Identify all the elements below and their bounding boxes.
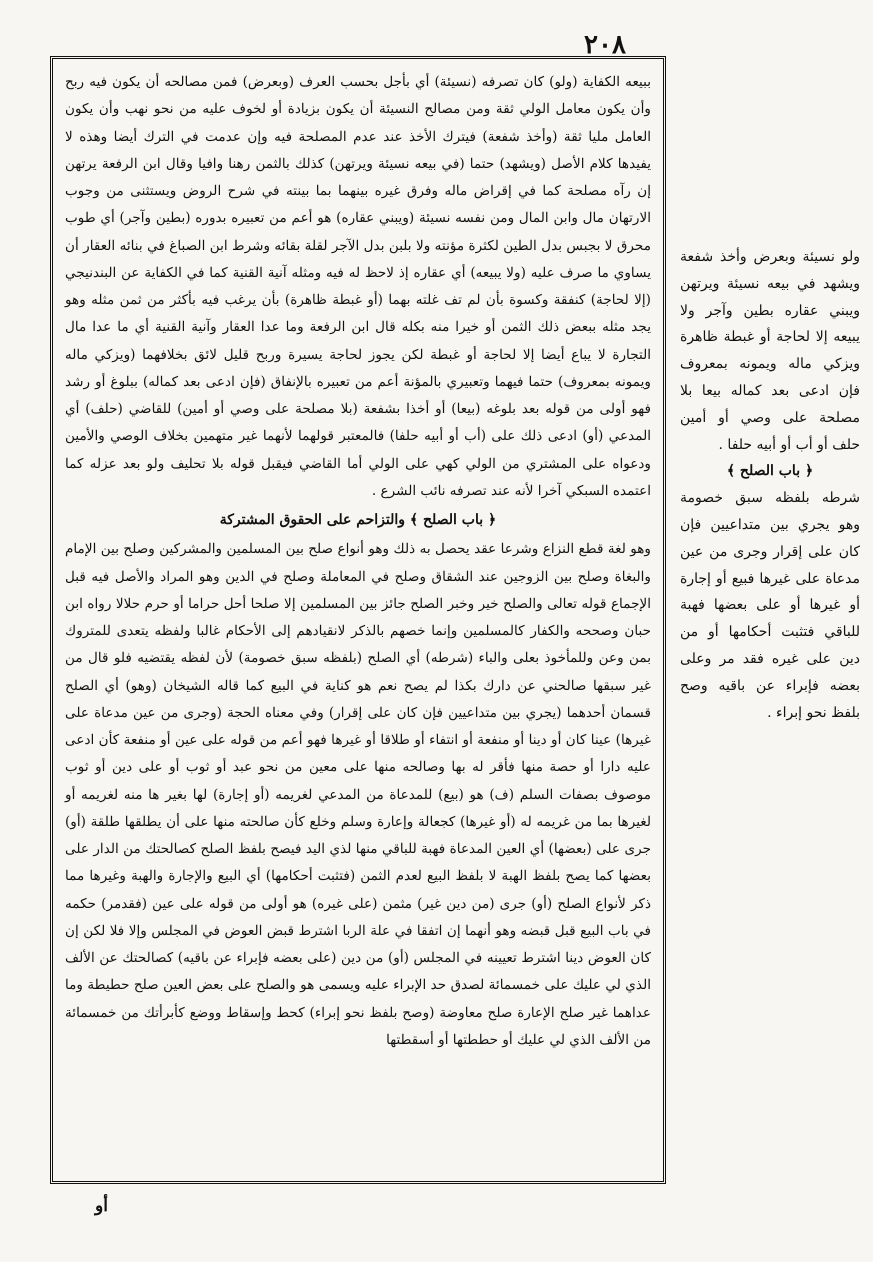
- main-paragraph-1: ببيعه الكفاية (ولو) كان تصرفه (نسيئة) أي بأجل بحسب العرف (وبعرض) فمن مصالحه أن يكون فيه ربح وأن يكون معامل الولي ثقة ومن مصالح النسيئة أن يكون بزيادة أو لخوف عليه من نحو نهب وأن يكون العامل مليا ثقة (وأخذ شفعة) فيترك الأخذ عند عدم المصلحة فيه وإن عدمت في الترك أيضا وهذه لا يفيدها كلام الأصل (ويشهد) حتما (في بيعه نسيئة ويرتهن) كذلك بالثمن رهنا وافيا وقال ابن الرفعة يرتهن إن رآه مصلحة كما في إقراض ماله وفرق غيره بينهما بما بينته في شرح الروض ويستثنى من وجوب الارتهان مال وابن المال ومن نفسه نسيئة (ويبني عقاره) هو أعم من تعبيره بدوره (بطين وآجر) أي طوب محرق لا بجبس بدل الطين لكثرة مؤنته ولا بلبن بدل الآجر لقلة بقائه وشرط ابن الصباغ في بنائه العقار أن يساوي ما صرف عليه (ولا يبيعه) أي عقاره إذ لاحظ له فيه ومثله آنية القنية كما في الكفاية عن البندنيجي (إلا لحاجة) كنفقة وكسوة بأن لم تف غلته بهما (أو غبطة ظاهرة) بأن يرغب فيه بأكثر من ثمن مثله وهو يجد مثله ببعض ذلك الثمن أو خيرا منه بكله قال ابن الرفعة وما عدا العقار وآنية القنية أي ما عدا مال التجارة لا يباع أيضا إلا لحاجة أو غبطة لكن يجوز لحاجة يسيرة وربح قليل لائق بخلافهما (ويزكي ماله ويمونه بمعروف) حتما فيهما وتعبيري بالمؤنة أعم من تعبيره بالإنفاق (فإن ادعى بعد كماله) ببلوغ أو رشد فهو أولى من قوله بعد بلوغه (بيعا) أو أخذا بشفعة (بلا مصلحة على وصي أو أمين) للقاضي (حلف) أي المدعي (أو) ادعى ذلك على (أب أو أبيه حلفا) فالمعتبر قولهما لأنهما غير متهمين بخلاف الوصي والأمين ودعواه على المشتري من الولي كهي على الولي أما القاضي فيقبل قوله بلا تحليف ولو بعد عزله كما اعتمده السبكي آخرا لأنه عند تصرفه نائب الشرع .: [65, 74, 651, 499]
- margin-paragraph-1: ولو نسيئة وبعرض وأخذ شفعة ويشهد في بيعه نسيئة ويرتهن ويبني عقاره بطين وآجر ولا يبيعه إلا لحاجة أو غبطة ظاهرة ويزكي ماله ويمونه بمعروف فإن ادعى بعد كماله بيعا بلا مصلحة على وصي أو أمين حلف أو أب أو أبيه حلفا .: [680, 249, 860, 453]
- margin-paragraph-2: شرطه بلفظه سبق خصومة وهو يجري بين متداعيين فإن كان على إقرار وجرى من عين مدعاة على غيرها فبيع أو إجارة أو غيرها أو على بعضها فهبة للباقي فتثبت أحكامها أو من دين على غيره فقد مر وعلى بعضه فإبراء عن باقيه وصح بلفظ نحو إبراء .: [680, 490, 860, 721]
- main-paragraph-2: وهو لغة قطع النزاع وشرعا عقد يحصل به ذلك وهو أنواع صلح بين المسلمين والمشركين وصلح بين الإمام والبغاة وصلح بين الزوجين عند الشقاق وصلح في المعاملة وصلح في الدين وهو المراد والأصل فيه قبل الإجماع قوله تعالى والصلح خير وخبر الصلح جائز بين المسلمين إلا صلحا أحل حراما أو حرم حلالا رواه ابن حبان وصححه والكفار كالمسلمين وإنما خصهم بالذكر لانقيادهم إلى الأحكام غالبا ولفظه يتعدى للمتروك بمن وعن وللمأخوذ بعلى والباء (شرطه) أي الصلح (بلفظه سبق خصومة) لأن لفظه يقتضيه فلو قال من غير سبقها صالحني عن دارك بكذا لم يصح نعم هو كناية في البيع كما قاله الشيخان (وهو) أي الصلح قسمان أحدهما (يجري بين متداعيين فإن كان على إقرار) وفي معناه الحجة (وجرى من عين مدعاة على غيرها) عينا كان أو دينا أو منفعة أو انتفاء أو طلاقا أو غيرها فهو أعم من قوله على عين أو منفعة كأن ادعى عليه دارا أو حصة منها فأقر له بها وصالحه منها على معين من نحو عبد أو ثوب أو على دين أو ثوب موصوف بصفات السلم (ف) هو (بيع) للمدعاة من المدعي لغريمه (أو إجارة) لها بغير ها منه لغريمه أو لغيرها بما من غريمه له (أو غيرها) كجعالة وإعارة وسلم وخلع كأن صالحته منها على أن يطلقها طلقة (أو) جرى على (بعضها) أي العين المدعاة فهبة للباقي منها لذي اليد فيصح بلفظ الصلح كصالحتك من الدار على بعضها كما يصح بلفظ الهبة لا بلفظ البيع لعدم الثمن (فتثبت أحكامها) أي البيع والإجارة والهبة وغيرها مما ذكر لأنواع الصلح (أو) جرى (من دين غير) مثمن (على غيره) هو أولى من قوله على عين (فقدمر) حكمه في باب البيع قبل قبضه وهو أنهما إن اتفقا في علة الربا اشترط قبض العوض في المجلس وإلا فلا لكن إن كان العوض دينا اشترط تعيينه في المجلس (أو) من دين (على بعضه فإبراء عن باقيه) كصالحتك عن الألف الذي لي عليك على خمسمائة لصدق حد الإبراء عليه ويسمى هو والصلح على بعض العين صلح حطيطة وما عداهما غير صلح الإعارة صلح معاوضة (وصح بلفظ نحو إبراء) كحط وإسقاط ووضع كأبرأتك من خمسمائة من الألف الذي لي عليك أو حططتها أو أسقطتها: [65, 541, 651, 1048]
- page-number: ٢٠٨: [584, 30, 626, 60]
- margin-matn-text: [680, 244, 860, 726]
- main-text: [65, 69, 651, 1054]
- chapter-heading: ﴿ باب الصلح ﴾ والتزاحم على الحقوق المشتركة: [219, 512, 497, 528]
- margin-chapter-heading: ﴿ باب الصلح ﴾: [726, 463, 814, 480]
- main-text-frame: [50, 56, 666, 1184]
- catchword: أو: [95, 1196, 108, 1216]
